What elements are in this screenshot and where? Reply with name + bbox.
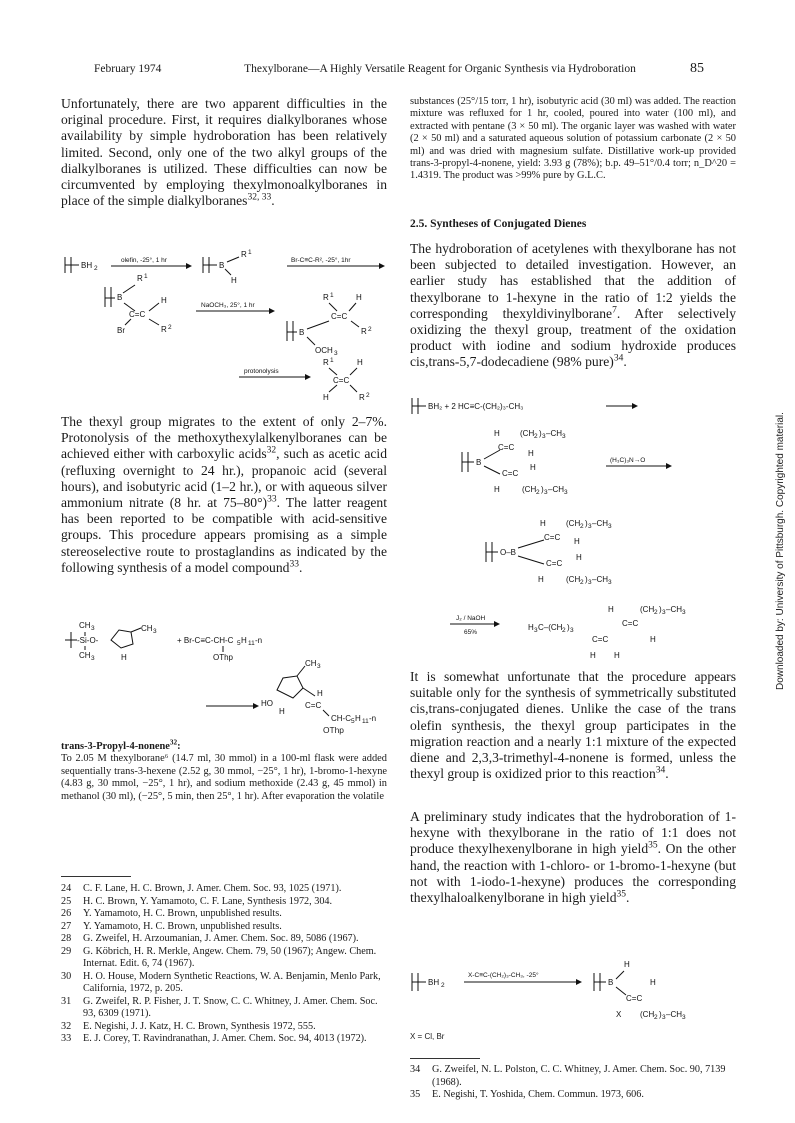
experimental-title: trans-3-Propyl-4-nonene$^{32}$: bbox=[61, 738, 181, 752]
svg-text:R: R bbox=[161, 325, 167, 334]
svg-text:H: H bbox=[538, 575, 544, 584]
svg-text:H: H bbox=[317, 689, 323, 698]
svg-text:-Si-O-: -Si-O- bbox=[77, 636, 99, 645]
svg-text:(CH: (CH bbox=[566, 575, 581, 584]
svg-text:H: H bbox=[590, 651, 596, 660]
svg-text:H: H bbox=[161, 296, 167, 305]
svg-text:CH: CH bbox=[79, 651, 91, 660]
svg-text:C=C: C=C bbox=[498, 443, 515, 452]
svg-text:R: R bbox=[241, 250, 247, 259]
svg-text:3: 3 bbox=[91, 625, 95, 632]
svg-text:1: 1 bbox=[144, 273, 148, 280]
svg-text:C=C: C=C bbox=[502, 469, 519, 478]
right-para-2: It is somewhat unfortunate that the procedure appears suitable only for the synthesis of symmetrically substituted cis,trans-conjugated dienes. Unlike the case of the trans olefin synthesis, the thexyl group participates in the migration reaction and a nearly 1:1 mixture of the expected diene and 2,3,3-trimethyl-4-nonene is formed, unless the thexyl group is oxidized prior to this reaction$^{34}$. bbox=[410, 669, 736, 782]
scheme1-step1-cond: olefin, -25°, 1 hr bbox=[121, 257, 167, 264]
svg-text:X: X bbox=[616, 1010, 622, 1019]
svg-text:(CH: (CH bbox=[566, 519, 581, 528]
scheme3-oxid: (H₃C)₃N→O bbox=[610, 457, 646, 464]
references-left bbox=[61, 883, 387, 1046]
scheme-trans-olefin-drawing bbox=[61, 249, 387, 405]
svg-text:-n: -n bbox=[255, 636, 263, 645]
svg-text:CH: CH bbox=[305, 659, 317, 668]
scheme1-step3-cond: NaOCH₃, 25°, 1 hr bbox=[201, 302, 255, 309]
experimental-continuation: substances (25°/15 torr, 1 hr), isobutyric acid (30 ml) was added. The reaction mixture was refluxed for 1 hr, cooled, poured into water (100 ml), and extracted with pentane (3 × 50 ml). The organic layer was washed with water (2 × 50 ml) and a saturated aqueous solution of potassium carbonate (2 × 50 ml) and was dried with magnesium sulfate. Distillative work-up provided trans-3-propyl-4-nonene, yield: 3.93 g (78%); b.p. 49–51°/0.4 torr; n_D^20 = 1.4319. The product was >99% pure by G.L.C. bbox=[410, 96, 736, 182]
ref-29: 29 G. Köbrich, H. R. Merkle, Angew. Chem. 79, 50 (1967); Angew. Chem. Internat. Edit. 6, 74 (1967). bbox=[61, 945, 377, 969]
svg-text:3: 3 bbox=[662, 1014, 666, 1021]
section-2-5 bbox=[410, 218, 736, 230]
svg-text:Br: Br bbox=[117, 326, 125, 335]
scheme-prostaglandin bbox=[61, 618, 387, 726]
svg-text:+ Br-C≡C-CH-C: + Br-C≡C-CH-C bbox=[177, 636, 234, 645]
svg-text:3: 3 bbox=[570, 627, 574, 634]
svg-text:OThp: OThp bbox=[213, 653, 234, 662]
svg-text:H: H bbox=[231, 276, 237, 285]
svg-text:–CH: –CH bbox=[666, 605, 683, 614]
svg-text:H: H bbox=[121, 653, 127, 662]
svg-text:C=C: C=C bbox=[622, 619, 639, 628]
scheme4-x-label: X = Cl, Br bbox=[410, 1032, 445, 1041]
scheme1-step2-cond: Br-C≡C-R², -25°, 1hr bbox=[291, 257, 351, 264]
svg-text:5: 5 bbox=[351, 718, 355, 725]
scheme3-reaction: BH₂ + 2 HC≡C-(CH₂)₃-CH₃ bbox=[428, 402, 524, 411]
scheme-prostaglandin-drawing bbox=[61, 618, 387, 726]
svg-text:H: H bbox=[355, 714, 361, 723]
ref-35: 35 E. Negishi, T. Yoshida, Chem. Commun. 1973, 606. bbox=[410, 1089, 644, 1100]
svg-text:3: 3 bbox=[91, 655, 95, 662]
svg-text:H: H bbox=[614, 651, 620, 660]
scheme-diene-drawing bbox=[410, 394, 736, 664]
svg-text:2: 2 bbox=[441, 982, 445, 989]
svg-text:BH: BH bbox=[428, 978, 440, 987]
svg-text:H: H bbox=[650, 635, 656, 644]
right-para-1: The hydroboration of acetylenes with thexylborane has not been subjected to detailed investigation. However, an earlier study has established that the addition of thexylborane to 1-hexyne in the ratio of 1:2 yields the corresponding thexyldivinylborane$^7$. After selectively oxidizing the thexyl group, treatment of the oxidation product with iodine and sodium hydroxide produces cis,trans-5,7-dodecadiene (98% pure)$^{34}$. bbox=[410, 241, 736, 370]
scheme3-yield: 65% bbox=[464, 629, 478, 636]
svg-text:–CH: –CH bbox=[592, 519, 609, 528]
scheme-haloalkenyl-drawing bbox=[410, 955, 736, 1025]
svg-text:CH: CH bbox=[79, 621, 91, 630]
scheme3-iodine: J₂ / NaOH bbox=[456, 615, 486, 622]
svg-text:B: B bbox=[219, 261, 225, 270]
left-column-mid bbox=[61, 414, 387, 576]
ref-list-left bbox=[61, 883, 387, 1046]
svg-text:C–(CH: C–(CH bbox=[538, 623, 563, 632]
footnote-rule-right bbox=[410, 1058, 480, 1059]
svg-text:B: B bbox=[476, 458, 482, 467]
ref-25: 25 H. C. Brown, Y. Yamamoto, C. F. Lane, Synthesis 1972, 304. bbox=[61, 895, 333, 907]
svg-text:): ) bbox=[585, 575, 588, 584]
svg-text:H: H bbox=[540, 519, 546, 528]
svg-text:H: H bbox=[650, 978, 656, 987]
svg-text:B: B bbox=[299, 328, 305, 337]
references-right bbox=[410, 1064, 736, 1102]
svg-text:R: R bbox=[361, 327, 367, 336]
svg-text:H: H bbox=[494, 485, 500, 494]
svg-text:): ) bbox=[567, 623, 570, 632]
svg-text:): ) bbox=[659, 605, 662, 614]
svg-text:2: 2 bbox=[368, 326, 372, 333]
svg-text:C=C: C=C bbox=[626, 994, 643, 1003]
svg-text:2: 2 bbox=[654, 1014, 658, 1021]
right-para-2-wrap bbox=[410, 669, 736, 782]
svg-text:R: R bbox=[359, 393, 365, 402]
svg-text:2: 2 bbox=[654, 609, 658, 616]
svg-text:H: H bbox=[624, 960, 630, 969]
svg-text:R: R bbox=[323, 358, 329, 367]
svg-text:H: H bbox=[608, 605, 614, 614]
ref-28: 28 G. Zweifel, H. Arzoumanian, J. Amer. Chem. Soc. 89, 5086 (1967). bbox=[61, 933, 359, 944]
left-para-2: The thexyl group migrates to the extent of only 2–7%. Protonolysis of the methoxythexylalkenylboranes can be achieved either with carboxylic acids$^{32}$, such as acetic acid (refluxing overnight to 24 hr.), propanoic acid (several hours), and isobutyric acid (1–2 hr.), or with aqueous silver ammonium nitrate (8 hr. at 75–80°)$^{33}$. The latter reagent has been reported to be compatible with acid-sensitive groups. This procedure appears promising as a simple stereoselective route to prostaglandins as indicated by the following synthesis of a model compound$^{33}$. bbox=[61, 414, 388, 575]
svg-text:R: R bbox=[323, 293, 329, 302]
svg-text:C=C: C=C bbox=[129, 310, 146, 319]
svg-text:H: H bbox=[279, 707, 285, 716]
svg-text:): ) bbox=[659, 1010, 662, 1019]
svg-text:–CH: –CH bbox=[592, 575, 609, 584]
svg-text:3: 3 bbox=[588, 523, 592, 530]
scheme4-cond: X-C≡C-(CH₂)₃-CH₃, -25° bbox=[468, 972, 539, 979]
scheme-diene bbox=[410, 394, 736, 664]
svg-text:2: 2 bbox=[580, 523, 584, 530]
svg-text:3: 3 bbox=[534, 627, 538, 634]
svg-text:H: H bbox=[530, 463, 536, 472]
svg-text:1: 1 bbox=[248, 249, 252, 256]
svg-text:CH-C: CH-C bbox=[331, 714, 351, 723]
svg-text:H: H bbox=[241, 636, 247, 645]
scheme-trans-olefin bbox=[61, 249, 387, 405]
svg-text:C=C: C=C bbox=[331, 312, 348, 321]
svg-text:C=C: C=C bbox=[333, 376, 350, 385]
svg-text:3: 3 bbox=[608, 579, 612, 586]
svg-text:–CH: –CH bbox=[548, 485, 565, 494]
ref-24: 24 C. F. Lane, H. C. Brown, J. Amer. Chem. Soc. 93, 1025 (1971). bbox=[61, 883, 342, 894]
ref-33: 33 E. J. Corey, T. Ravindranathan, J. Amer. Chem. Soc. 94, 4013 (1972). bbox=[61, 1033, 367, 1044]
svg-text:1: 1 bbox=[330, 357, 334, 364]
svg-text:B: B bbox=[117, 293, 123, 302]
svg-text:C=C: C=C bbox=[305, 701, 322, 710]
svg-text:H: H bbox=[576, 553, 582, 562]
experimental-left bbox=[61, 738, 387, 803]
svg-text:O–B: O–B bbox=[500, 548, 517, 557]
svg-text:3: 3 bbox=[662, 609, 666, 616]
experimental-right bbox=[410, 96, 736, 183]
ref-27: 27 Y. Yamamoto, H. C. Brown, unpublished results. bbox=[61, 920, 282, 932]
svg-text:3: 3 bbox=[317, 663, 321, 670]
svg-text:2: 2 bbox=[94, 265, 98, 272]
svg-text:BH: BH bbox=[81, 261, 93, 270]
right-para-1-wrap bbox=[410, 241, 736, 371]
svg-text:-n: -n bbox=[369, 714, 377, 723]
section-heading: 2.5. Syntheses of Conjugated Dienes bbox=[410, 218, 587, 230]
svg-text:5: 5 bbox=[237, 640, 241, 647]
scheme-haloalkenyl bbox=[410, 955, 736, 1025]
scheme1-step4-cond: protonolysis bbox=[244, 368, 279, 375]
ref-32: 32 E. Negishi, J. J. Katz, H. C. Brown, Synthesis 1972, 555. bbox=[61, 1020, 316, 1032]
ref-31: 31 G. Zweifel, R. P. Fisher, J. T. Snow, C. C. Whitney, J. Amer. Chem. Soc. 93, 6309 (1971). bbox=[61, 995, 378, 1019]
svg-text:(CH: (CH bbox=[522, 485, 537, 494]
svg-text:(CH: (CH bbox=[520, 429, 535, 438]
svg-text:2: 2 bbox=[580, 579, 584, 586]
svg-text:H: H bbox=[528, 449, 534, 458]
svg-text:11: 11 bbox=[248, 640, 255, 647]
ref-34: 34 G. Zweifel, N. L. Polston, C. C. Whitney, J. Amer. Chem. Soc. 90, 7139 (1968). bbox=[410, 1064, 726, 1088]
svg-text:–CH: –CH bbox=[666, 1010, 683, 1019]
svg-text:H: H bbox=[494, 429, 500, 438]
svg-text:2: 2 bbox=[536, 489, 540, 496]
svg-text:11: 11 bbox=[362, 718, 369, 725]
svg-text:(CH: (CH bbox=[640, 1010, 655, 1019]
left-column bbox=[61, 96, 387, 209]
svg-text:1: 1 bbox=[330, 292, 334, 299]
page-number: 85 bbox=[690, 61, 704, 76]
svg-text:3: 3 bbox=[682, 1014, 686, 1021]
ref-30: 30 H. O. House, Modern Synthetic Reactions, W. A. Benjamin, Menlo Park, California, 1972, p. 205. bbox=[61, 970, 381, 994]
ref-list-right bbox=[410, 1064, 736, 1102]
left-para-1: Unfortunately, there are two apparent difficulties in the original procedure. First, it requires dialkylboranes whose availability by simple hydroboration has been relatively limited. Second, only one of the two alkyl groups of the dialkylboranes is utilized. These difficulties can now be circumvented by employing thexylmonoalkylboranes in place of the simple dialkylboranes$^{32, 33}$. bbox=[61, 96, 387, 209]
running-title: Thexylborane—A Highly Versatile Reagent for Organic Synthesis via Hydroboration bbox=[244, 63, 636, 75]
svg-text:3: 3 bbox=[562, 433, 566, 440]
svg-text:H: H bbox=[574, 537, 580, 546]
svg-text:H: H bbox=[323, 393, 329, 402]
svg-text:B: B bbox=[608, 978, 614, 987]
svg-text:3: 3 bbox=[564, 489, 568, 496]
svg-text:C=C: C=C bbox=[544, 533, 561, 542]
svg-text:–CH: –CH bbox=[546, 429, 563, 438]
svg-text:R: R bbox=[137, 274, 143, 283]
ref-26: 26 Y. Yamamoto, H. C. Brown, unpublished results. bbox=[61, 908, 282, 919]
svg-text:): ) bbox=[541, 485, 544, 494]
svg-text:3: 3 bbox=[544, 489, 548, 496]
svg-text:C=C: C=C bbox=[546, 559, 563, 568]
svg-text:2: 2 bbox=[366, 392, 370, 399]
svg-text:3: 3 bbox=[588, 579, 592, 586]
header-date: February 1974 bbox=[94, 63, 162, 75]
svg-text:3: 3 bbox=[153, 628, 157, 635]
svg-text:2: 2 bbox=[168, 324, 172, 331]
svg-text:H: H bbox=[528, 623, 534, 632]
footnote-rule-left bbox=[61, 876, 131, 877]
right-para-3-wrap bbox=[410, 809, 736, 906]
svg-text:2: 2 bbox=[534, 433, 538, 440]
svg-text:C=C: C=C bbox=[592, 635, 609, 644]
svg-text:(CH: (CH bbox=[640, 605, 655, 614]
svg-text:): ) bbox=[585, 519, 588, 528]
svg-text:CH: CH bbox=[141, 624, 153, 633]
svg-text:HO: HO bbox=[261, 699, 273, 708]
scheme2-othp: OThp bbox=[323, 725, 344, 735]
svg-text:): ) bbox=[539, 429, 542, 438]
svg-text:H: H bbox=[356, 293, 362, 302]
experimental-text: To 2.05 M thexylborane⁶ (14.7 ml, 30 mmol) in a 100-ml flask were added sequentially trans-3-hexene (2.52 g, 30 mmol, −25°, 1 hr), 1-bromo-1-hexyne (4.83 g, 30 mmol, −25°, 1 hr), and sodium methoxide (2.43 g, 45 mmol) in methanol (30 ml), (−25°, 5 min, then 25°, 1 hr). After evaporation the volatile bbox=[61, 753, 387, 802]
svg-text:OCH: OCH bbox=[315, 346, 333, 355]
svg-text:H: H bbox=[357, 358, 363, 367]
svg-text:3: 3 bbox=[682, 609, 686, 616]
svg-text:2: 2 bbox=[562, 627, 566, 634]
svg-text:3: 3 bbox=[334, 350, 338, 357]
svg-text:3: 3 bbox=[542, 433, 546, 440]
right-para-3: A preliminary study indicates that the hydroboration of 1-hexyne with thexylborane in the ratio of 1:1 does not produce thexylhexenylborane in high yield$^{35}$. On the other hand, the reaction with 1-chloro- or 1-bromo-1-hexyne (but not with 1-iodo-1-hexyne) produces the corresponding thexylhaloalkenylborane in high yield$^{35}$. bbox=[410, 809, 737, 906]
download-notice: Downloaded by: University of Pittsburgh. Copyrighted material. bbox=[775, 412, 786, 690]
svg-text:3: 3 bbox=[608, 523, 612, 530]
